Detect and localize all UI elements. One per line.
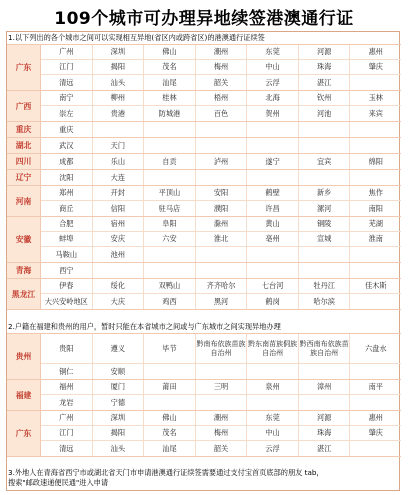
city-cell: [350, 122, 401, 137]
city-cell: [196, 395, 248, 410]
province-row: [7, 279, 401, 310]
city-cell: [299, 122, 351, 137]
city-cell: [350, 247, 401, 262]
city-cell: 伊春: [41, 279, 93, 293]
city-cell: 蚌埠: [41, 232, 93, 246]
note-2: 2.户籍在福建和贵州的用户，暂时只能在本省城市之间或与广东城市之间实现异地办理: [8, 322, 281, 331]
city-cell: 河源: [299, 45, 351, 59]
city-cell: 莆田: [144, 380, 196, 394]
city-cell: 齐齐哈尔: [196, 279, 248, 293]
city-cell: 汕尾: [144, 75, 196, 90]
city-cell: 柳州: [93, 91, 145, 105]
city-cell: 惠州: [368, 47, 383, 56]
province-row: [7, 45, 401, 91]
city-cell: 武汉: [41, 138, 93, 153]
province-label: 湖北: [7, 138, 41, 153]
city-cell: 哈尔滨: [299, 294, 351, 309]
city-cell: [299, 395, 351, 410]
city-cell: 惠州: [368, 413, 383, 422]
city-cell: 崇左: [41, 106, 93, 121]
province-row: [7, 170, 401, 186]
city-cell: [299, 247, 351, 262]
city-cell: 清远: [41, 75, 93, 90]
city-cell: [350, 364, 401, 379]
city-cell: 七台河: [247, 279, 299, 293]
city-cell: [144, 395, 196, 410]
city-cell: [196, 247, 248, 262]
city-cell: 韶关: [196, 75, 248, 90]
city-cell: [196, 263, 248, 278]
city-cell: 河源: [299, 411, 351, 425]
province-row: [7, 122, 401, 138]
city-cell: 珠海: [299, 60, 351, 74]
note-3-line-2: 搜索"邮政速递便民通"进入申请: [8, 478, 109, 487]
city-cell: 郑州: [41, 186, 93, 200]
city-cell: 东莞: [247, 45, 299, 59]
city-cell: [144, 122, 196, 137]
city-cell: [350, 75, 401, 90]
province-label: 贵州: [7, 334, 41, 379]
city-cell: 湛江: [299, 441, 351, 456]
city-cell: 东莞: [247, 411, 299, 425]
city-cell: [350, 395, 401, 410]
city-cell: 桂林: [144, 91, 196, 105]
province-label: 广东: [7, 411, 41, 456]
city-cell: 重庆: [41, 122, 93, 137]
city-cell: 黔东南苗族侗族自治州: [247, 334, 299, 363]
city-cell: 自贡: [144, 154, 196, 169]
note-1: 1.以下列出的各个城市之间可以实现相互异地(省区内或跨省区)的港澳通行证续签: [8, 33, 265, 42]
province-row: [7, 91, 401, 122]
city-cell: 广州: [41, 411, 93, 425]
city-cell: [93, 263, 145, 278]
city-cell: 肇庆: [368, 62, 383, 71]
city-cell: [196, 138, 248, 153]
city-cell: 揭阳: [93, 426, 145, 440]
city-cell: [350, 263, 401, 278]
province-label: 广西: [7, 91, 41, 121]
city-cell: 鸡西: [144, 294, 196, 309]
city-cell: 佛山: [144, 45, 196, 59]
city-cell: 鹤岗: [247, 294, 299, 309]
city-cell: 黔南布依族苗族自治州: [196, 334, 248, 363]
city-cell: 遵义: [93, 334, 145, 363]
city-cell: 驻马店: [144, 201, 196, 216]
city-cell: 焦作: [368, 188, 383, 197]
city-cell: 泸州: [196, 154, 248, 169]
city-cell: [247, 122, 299, 137]
city-cell: 中山: [247, 426, 299, 440]
province-row: [7, 154, 401, 170]
city-cell: 毕节: [144, 334, 196, 363]
city-cell: [350, 138, 401, 153]
city-cell: 南平: [368, 382, 383, 391]
city-cell: 许昌: [247, 201, 299, 216]
city-cell: 潮州: [196, 411, 248, 425]
province-label: 河南: [7, 186, 41, 216]
page-title: 109个城市可办理异地续签港澳通行证: [54, 9, 354, 29]
city-cell: 清远: [41, 441, 93, 456]
city-cell: [247, 395, 299, 410]
city-cell: 黄山: [247, 217, 299, 231]
city-cell: 梅州: [196, 426, 248, 440]
city-cell: 新乡: [299, 186, 351, 200]
city-cell: 梅州: [196, 60, 248, 74]
city-cell: [350, 294, 401, 309]
province-row: [7, 334, 401, 380]
city-cell: 大连: [93, 170, 145, 185]
city-cell: 商丘: [41, 201, 93, 216]
city-cell: 广州: [41, 45, 93, 59]
city-cell: 揭阳: [93, 60, 145, 74]
city-cell: 茂名: [144, 426, 196, 440]
city-cell: [247, 263, 299, 278]
city-cell: [144, 364, 196, 379]
city-cell: 铜仁: [41, 364, 93, 379]
city-cell: [93, 122, 145, 137]
city-cell: 淮南: [368, 234, 383, 243]
city-cell: 宁德: [93, 395, 145, 410]
city-cell: 河池: [299, 106, 351, 121]
city-cell: 淮北: [196, 232, 248, 246]
province-row: [7, 138, 401, 154]
city-cell: 漯河: [299, 201, 351, 216]
city-cell: 潮州: [196, 45, 248, 59]
city-cell: 池州: [93, 247, 145, 262]
city-cell: [196, 170, 248, 185]
city-cell: 六盘水: [364, 343, 387, 353]
city-cell: [247, 364, 299, 379]
city-cell: [299, 364, 351, 379]
city-cell: 梧州: [196, 91, 248, 105]
city-table-1: [7, 44, 401, 310]
city-cell: 佛山: [144, 411, 196, 425]
city-cell: 来宾: [368, 108, 383, 118]
province-row: [7, 186, 401, 217]
city-cell: [350, 170, 401, 185]
city-cell: 沈阳: [41, 170, 93, 185]
city-cell: [247, 247, 299, 262]
province-label: 四川: [7, 154, 41, 169]
city-cell: 鹤壁: [247, 186, 299, 200]
city-cell: 防城港: [144, 106, 196, 121]
city-cell: 泉州: [247, 380, 299, 394]
city-cell: 绵阳: [368, 156, 383, 166]
city-cell: 汕头: [93, 75, 145, 90]
city-cell: 南宁: [41, 91, 93, 105]
city-cell: 福州: [41, 380, 93, 394]
city-cell: 龙岩: [41, 395, 93, 410]
city-cell: 滁州: [196, 217, 248, 231]
city-cell: 阜阳: [144, 217, 196, 231]
city-cell: 乐山: [93, 154, 145, 169]
city-cell: 黑河: [196, 294, 248, 309]
city-cell: 牡丹江: [299, 279, 351, 293]
city-cell: [350, 441, 401, 456]
city-cell: 贵阳: [41, 334, 93, 363]
city-cell: 平顶山: [144, 186, 196, 200]
city-cell: 大兴安岭地区: [41, 294, 93, 309]
city-cell: 六安: [144, 232, 196, 246]
city-cell: 厦门: [93, 380, 145, 394]
city-cell: 芜湖: [368, 219, 383, 228]
province-label: 安徽: [7, 217, 41, 262]
city-cell: 宿州: [93, 217, 145, 231]
province-row: [7, 411, 401, 457]
city-cell: 汕尾: [144, 441, 196, 456]
city-cell: 佳木斯: [364, 281, 387, 290]
note-3-line-1: 3.外地人在青海省西宁市或湖北省天门市申请港澳通行证续签需要通过支付宝首页底部的朋友 tab，: [8, 468, 324, 477]
city-cell: 绥化: [93, 279, 145, 293]
city-cell: 云浮: [247, 441, 299, 456]
city-cell: 宣城: [299, 232, 351, 246]
city-cell: 湛江: [299, 75, 351, 90]
city-cell: [247, 138, 299, 153]
city-cell: 茂名: [144, 60, 196, 74]
city-cell: 贺州: [247, 106, 299, 121]
city-cell: 三明: [196, 380, 248, 394]
city-cell: 玉林: [368, 93, 383, 102]
city-cell: 铜陵: [299, 217, 351, 231]
province-label: 重庆: [7, 122, 41, 137]
province-row: [7, 380, 401, 411]
city-table-2: [7, 333, 401, 457]
city-cell: 云浮: [247, 75, 299, 90]
city-cell: 贵港: [93, 106, 145, 121]
city-cell: 百色: [196, 106, 248, 121]
province-label: 辽宁: [7, 170, 41, 185]
province-label: 广东: [7, 45, 41, 90]
city-cell: 天门: [93, 138, 145, 153]
city-cell: [144, 170, 196, 185]
city-cell: [299, 170, 351, 185]
city-cell: 深圳: [93, 45, 145, 59]
city-cell: 钦州: [299, 91, 351, 105]
province-row: [7, 263, 401, 279]
city-cell: [196, 364, 248, 379]
city-cell: 黔西南布依族苗族自治州: [299, 334, 351, 363]
city-cell: 安庆: [93, 232, 145, 246]
city-cell: [299, 263, 351, 278]
city-cell: 江门: [41, 426, 93, 440]
city-cell: 深圳: [93, 411, 145, 425]
city-cell: 北海: [247, 91, 299, 105]
city-cell: 安顺: [93, 364, 145, 379]
city-cell: 珠海: [299, 426, 351, 440]
city-cell: 成都: [41, 154, 93, 169]
city-cell: 双鸭山: [144, 279, 196, 293]
city-cell: 开封: [93, 186, 145, 200]
city-cell: 漳州: [299, 380, 351, 394]
city-cell: [299, 138, 351, 153]
city-cell: [196, 122, 248, 137]
province-label: 黑龙江: [7, 279, 41, 309]
province-label: 福建: [7, 380, 41, 410]
city-cell: [144, 247, 196, 262]
city-cell: 亳州: [247, 232, 299, 246]
city-cell: 南阳: [368, 203, 383, 213]
city-cell: 肇庆: [368, 428, 383, 437]
city-cell: 濮阳: [196, 201, 248, 216]
city-cell: 遂宁: [247, 154, 299, 169]
city-cell: 合肥: [41, 217, 93, 231]
city-cell: 宜宾: [299, 154, 351, 169]
city-cell: 韶关: [196, 441, 248, 456]
city-cell: 中山: [247, 60, 299, 74]
city-cell: [144, 263, 196, 278]
province-label: 青海: [7, 263, 41, 278]
city-cell: 安阳: [196, 186, 248, 200]
city-cell: 信阳: [93, 201, 145, 216]
city-cell: 西宁: [41, 263, 93, 278]
city-cell: 汕头: [93, 441, 145, 456]
city-cell: 大庆: [93, 294, 145, 309]
city-cell: 江门: [41, 60, 93, 74]
province-row: [7, 217, 401, 263]
city-cell: [247, 170, 299, 185]
city-cell: [144, 138, 196, 153]
city-cell: 马鞍山: [41, 247, 93, 262]
